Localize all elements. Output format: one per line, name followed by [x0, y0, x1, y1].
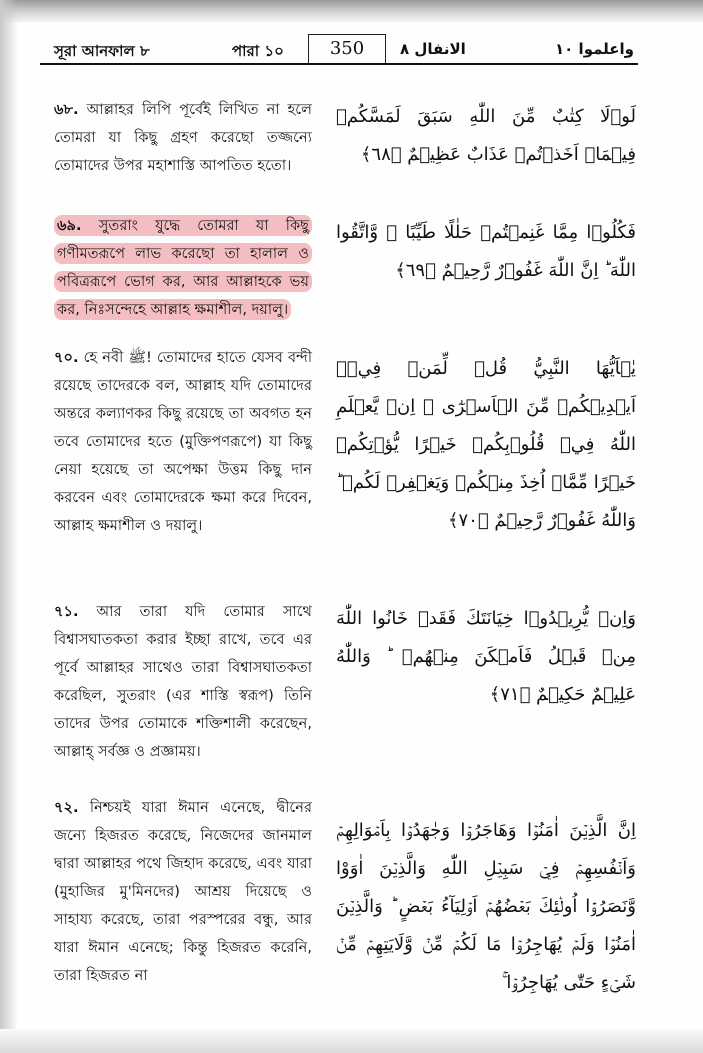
page-left-shadow	[0, 0, 18, 1053]
verse-text: হে নবী ﷺ! তোমাদের হাতে যেসব বন্দী রয়েছে তাদেরকে বল, আল্লাহ যদি তোমাদের অন্তরে কল্যাণকর কিছু রয়েছে তা অবগত হন তবে তোমাদের হতে (মুক্তিপণরূপে) যা কিছু নেয়া হয়েছে তা অপেক্ষা উত্তম কিছু দান করবেন এবং তোমাদেরকে ক্ষমা করে দিবেন, আল্লাহ ক্ষমাশীল ও দয়ালু।	[54, 349, 313, 534]
page-header	[40, 36, 638, 64]
verse-text: নিশ্চয়ই যারা ঈমান এনেছে, দ্বীনের জন্যে হিজরত করেছে, নিজেদের জানমাল দ্বারা আল্লাহর পথে জিহাদ করেছে, এবং যারা (মুহাজির মু'মিনদের) আশ্রয় দিয়েছে ও সাহায্য করেছে, তারা পরস্পরের বন্ধু, আর যারা ঈমান এনেছে; কিন্তু হিজরত করেনি, তারা হিজরত না	[54, 799, 312, 984]
surah-name-bangla: সূরা আনফাল ৮	[54, 42, 150, 60]
verse-68-arabic: لَوۡلَا كِتٰبٌ مِّنَ اللّٰهِ سَبَقَ لَمَسَّكُمۡ فِيۡمَاۤ اَخَذۡتُمۡ عَذَابٌ عَظِيۡمٌ ﴿٦٨﴾	[336, 106, 636, 165]
verse-69-bangla	[54, 212, 312, 324]
verse-number: ৬৯.	[57, 217, 82, 234]
highlight-mark	[54, 215, 312, 320]
verse-70-arabic: يٰۤاَيُّهَا النَّبِيُّ قُلۡ لِّمَنۡ فِيۡۤ اَيۡدِيۡكُمۡ مِّنَ الۡاَسۡرٰٓى ۙ اِنۡ يَّعۡلَمِ اللّٰهُ فِيۡ قُلُوۡبِكُمۡ خَيۡرًا يُّؤۡتِكُمۡ خَيۡرًا مِّمَّاۤ اُخِذَ مِنۡكُمۡ وَيَغۡفِرۡ لَكُمۡ ؕ وَاللّٰهُ غَفُوۡرٌ رَّحِيۡمٌ ﴿٧٠﴾	[336, 358, 636, 531]
page-number: 350	[308, 34, 386, 64]
verse-number: ৭২.	[54, 799, 79, 816]
surah-name-arabic: الانفال ٨	[400, 40, 466, 58]
verse-number: ৬৮.	[54, 101, 79, 118]
verse-text: আল্লাহর লিপি পূর্বেই লিখিত না হলে তোমরা যা কিছু গ্রহণ করেছো তজ্জন্যে তোমাদের উপর মহাশাস্তি আপতিত হতো।	[54, 101, 313, 174]
verse-number: ৭১.	[54, 603, 79, 620]
verse-71-arabic: وَاِنۡ يُّرِيۡدُوۡا خِيَانَتَكَ فَقَدۡ خَانُوا اللّٰهَ مِنۡ قَبۡلُ فَاَمۡكَنَ مِنۡهُمۡ ؕ وَاللّٰهُ عَلِيۡمٌ حَكِيۡمٌ ﴿٧١﴾	[336, 608, 636, 705]
page-top-shadow	[0, 0, 703, 22]
verse-72-arabic: اِنَّ الَّذِيۡنَ اٰمَنُوۡا وَهَاجَرُوۡا وَجٰهَدُوۡا بِاَمۡوَالِهِمۡ وَاَنۡفُسِهِمۡ فِيۡ سَبِيۡلِ اللّٰهِ وَالَّذِيۡنَ اٰوَوْا وَّنَصَرُوۡۤا اُولٰۤئِكَ بَعۡضُهُمۡ اَوۡلِيَآءُ بَعۡضٍ ؕ وَالَّذِيۡنَ اٰمَنُوۡا وَلَمۡ يُهَاجِرُوۡا مَا لَكُمۡ مِّنۡ وَّلَايَتِهِمۡ مِّنۡ شَىۡءٍ حَتّٰى يُهَاجِرُوۡا ۚ	[336, 820, 636, 993]
verse-68-bangla	[54, 96, 312, 180]
verse-71-bangla	[54, 598, 312, 766]
verse-text: সুতরাং যুদ্ধে তোমরা যা কিছু গণীমতরূপে লাভ করেছো তা হালাল ও পবিত্ররূপে ভোগ কর, আর আল্লাহকে ভয় কর, নিঃসন্দেহে আল্লাহ ক্ষমাশীল, দয়ালু।	[57, 217, 310, 318]
verse-72-bangla	[54, 794, 312, 990]
verse-text: আর তারা যদি তোমার সাথে বিশ্বাসঘাতকতা করার ইচ্ছা রাখে, তবে এর পূর্বে আল্লাহর সাথেও তারা বিশ্বাসঘাতকতা করেছিল, সুতরাং (এর শাস্তি স্বরূপ) তিনি তাদের উপর তোমাকে শক্তিশালী করেছেন, আল্লাহ্ সর্বজ্ঞ ও প্রজ্ঞাময়।	[54, 603, 313, 760]
para-name-arabic: واعلموا ١٠	[555, 40, 634, 58]
para-name-bangla: পারা ১০	[232, 42, 284, 60]
verse-69-arabic: فَكُلُوۡا مِمَّا غَنِمۡتُمۡ حَلٰلًا طَيِّبًا ۖ وَّاتَّقُوا اللّٰهَ ؕ اِنَّ اللّٰهَ غَفُوۡرٌ رَّحِيۡمٌ ﴿٦٩﴾	[336, 222, 636, 281]
verse-number: ৭০.	[54, 349, 79, 366]
header-rule	[40, 63, 638, 65]
page-bottom-shadow	[0, 1029, 703, 1053]
verse-70-bangla	[54, 344, 312, 540]
